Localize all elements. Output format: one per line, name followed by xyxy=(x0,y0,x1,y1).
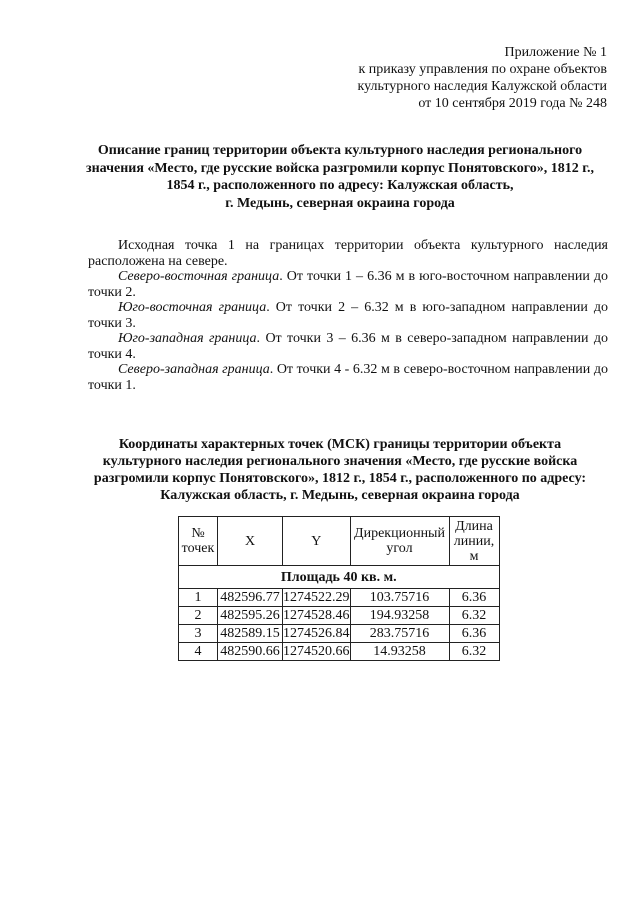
header-x: X xyxy=(218,517,283,566)
cell-length: 6.32 xyxy=(449,643,499,661)
appendix-header xyxy=(358,44,607,112)
cell-number: 4 xyxy=(179,643,218,661)
title-line: Описание границ территории объекта культурного наследия регионального xyxy=(97,143,583,158)
header-point-number: № точек xyxy=(179,517,218,566)
title-line: культурного наследия регионального значения «Место, где русские войска xyxy=(102,454,578,469)
cell-y: 1274522.29 xyxy=(283,590,350,605)
cell-angle: 283.75716 xyxy=(350,625,449,643)
title-line: Калужская область, г. Медынь, северная окраина города xyxy=(160,488,520,503)
title-line: значения «Место, где русские войска разгромили корпус Понятовского», 1812 г., xyxy=(85,160,595,176)
table-row xyxy=(179,643,500,661)
title-line: разгромили корпус Понятовского», 1812 г., 1854 г., расположенного по адресу: xyxy=(93,471,587,486)
appendix-line: к приказу управления по охране объектов xyxy=(358,62,607,77)
table-row xyxy=(179,607,500,625)
boundary-paragraph xyxy=(88,362,608,393)
cell-length: 6.36 xyxy=(449,625,499,643)
table-row xyxy=(179,625,500,643)
cell-number: 1 xyxy=(179,589,218,607)
cell-number: 3 xyxy=(179,625,218,643)
cell-y: 1274526.84 xyxy=(283,626,350,641)
cell-angle: 14.93258 xyxy=(350,643,449,661)
cell-length: 6.32 xyxy=(449,607,499,625)
cell-x: 482596.77 xyxy=(218,589,283,607)
header-line-length: Длина линии, м xyxy=(449,517,499,566)
description-title xyxy=(60,142,620,212)
cell-y: 1274520.66 xyxy=(283,644,350,659)
cell-angle: 194.93258 xyxy=(350,607,449,625)
boundary-paragraph xyxy=(88,269,608,300)
area-row xyxy=(179,566,500,589)
cell-x: 482589.15 xyxy=(218,625,283,643)
cell-x: 482590.66 xyxy=(218,643,283,661)
boundary-label: Северо-западная граница xyxy=(118,362,270,377)
boundary-paragraph xyxy=(88,300,608,331)
cell-angle: 103.75716 xyxy=(350,589,449,607)
boundary-text: . От точки 1 – 6.36 м в юго-восточном направлении до точки 2. xyxy=(88,269,608,300)
boundary-label: Юго-восточная граница xyxy=(118,300,267,315)
boundary-text: . От точки 4 - 6.32 м в северо-восточном направлении до точки 1. xyxy=(88,362,608,393)
boundary-label: Северо-восточная граница xyxy=(118,269,280,284)
cell-length: 6.36 xyxy=(449,589,499,607)
coordinates-table xyxy=(178,516,500,661)
table-row xyxy=(179,589,500,607)
title-line: 1854 г., расположенного по адресу: Калужская область, xyxy=(166,178,514,193)
appendix-line: Приложение № 1 xyxy=(504,45,607,60)
cell-number: 2 xyxy=(179,607,218,625)
start-point-paragraph: Исходная точка 1 на границах территории объекта культурного наследия расположена на севере. xyxy=(88,238,608,269)
title-line: г. Медынь, северная окраина города xyxy=(225,195,455,211)
boundary-paragraph xyxy=(88,331,608,362)
table-header-row xyxy=(179,517,500,566)
boundary-text: . От точки 3 – 6.36 м в северо-западном направлении до точки 4. xyxy=(88,331,608,362)
area-cell: Площадь 40 кв. м. xyxy=(179,566,500,589)
title-line: Координаты характерных точек (МСК) границы территории объекта xyxy=(118,437,562,452)
header-y: Y xyxy=(283,517,351,566)
appendix-line: культурного наследия Калужской области xyxy=(357,79,607,94)
cell-x: 482595.26 xyxy=(218,607,283,625)
boundary-text: . От точки 2 – 6.32 м в юго-западном направлении до точки 3. xyxy=(88,300,609,331)
boundary-label: Юго-западная граница xyxy=(118,331,257,346)
boundary-description xyxy=(88,238,608,393)
cell-y: 1274528.46 xyxy=(283,608,350,623)
header-direction-angle: Дирекционный угол xyxy=(350,517,449,566)
appendix-line: от 10 сентября 2019 года № 248 xyxy=(418,96,607,111)
coordinates-title xyxy=(60,436,620,504)
